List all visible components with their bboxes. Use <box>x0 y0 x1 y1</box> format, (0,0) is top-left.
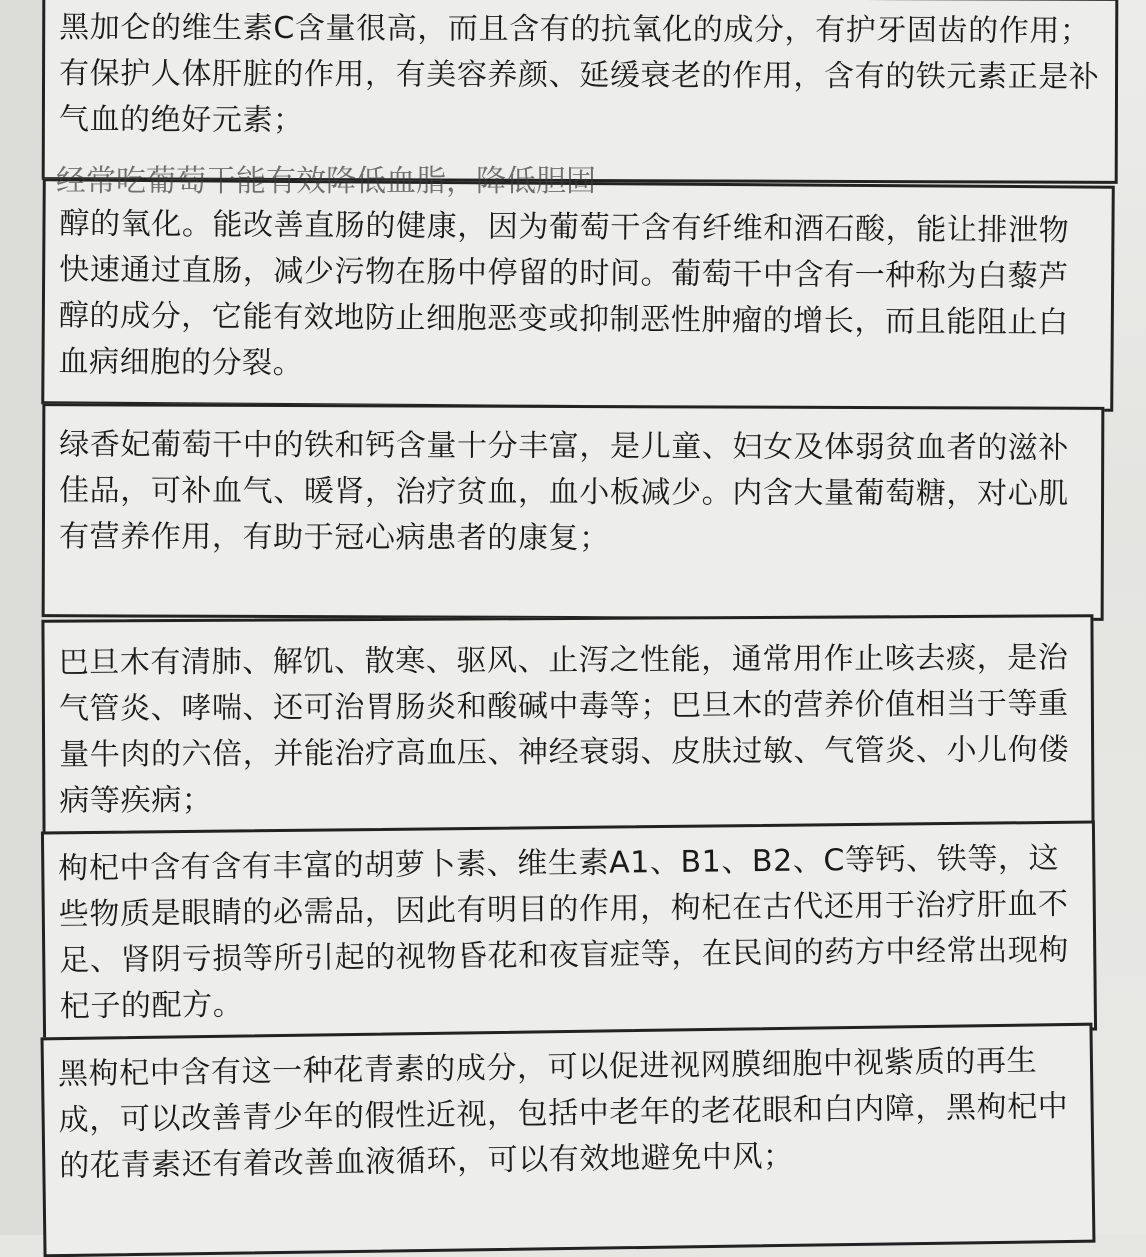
text-block-badam <box>41 614 1094 840</box>
goji-text: 枸杞中含有含有丰富的胡萝卜素、维生素A1、B1、B2、C等钙、铁等，这些物质是眼睛的必需品，因此有明目的作用，枸杞在古代还用于治疗肝血不足、肾阴亏损等所引起的视物昏花和夜盲症等，在民间的药方中经常出现枸杞子的配方。 <box>58 840 1070 1025</box>
raisin-text: 醇的氧化。能改善直肠的健康，因为葡萄干含有纤维和酒石酸，能让排泄物快速通过直肠，减少污物在肠中停留的时间。葡萄干中含有一种称为白藜芦醇的成分，它能有效地防止细胞恶变或抑制恶性肿瘤的增长，而且能阻止白血病细胞的分裂。 <box>58 206 1070 382</box>
black-goji-text: 黑枸杞中含有这一种花青素的成分，可以促进视网膜细胞中视紫质的再生成，可以改善青少年的假性近视，包括中老年的老花眼和白内障，黑枸杞中的花青素还有着改善血液循环，可以有效地避免中风； <box>57 1043 1069 1185</box>
cut-off-text-line <box>56 164 1096 200</box>
text-block-green-raisin <box>42 403 1105 621</box>
left-margin-strip <box>0 0 44 1235</box>
text-block-black-goji <box>41 1023 1096 1257</box>
text-block-goji <box>41 820 1097 1041</box>
blackcurrant-text: 黑加仑的维生素C含量很高，而且含有的抗氧化的成分，有护牙固齿的作用；有保护人体肝脏的作用，有美容养颜、延缓衰老的作用，含有的铁元素正是补气血的绝好元素； <box>58 10 1100 139</box>
green-raisin-text: 绿香妃葡萄干中的铁和钙含量十分丰富，是儿童、妇女及体弱贫血者的滋补佳品，可补血气、暖肾，治疗贫血，血小板减少。内含大量葡萄糖，对心肌有营养作用，有助于冠心病患者的康复； <box>58 427 1070 557</box>
text-block-blackcurrant <box>42 0 1119 184</box>
badam-text: 巴旦木有清肺、解饥、散寒、驱风、止泻之性能，通常用作止咳去痰，是治气管炎、哮喘、还可治胃肠炎和酸碱中毒等；巴旦木的营养价值相当于等重量牛肉的六倍，并能治疗高血压、神经衰弱、皮肤过敏、气管炎、小儿佝偻病等疾病； <box>58 640 1070 819</box>
cut-off-text: 经常吃葡萄干能有效降低血脂，降低胆固 <box>56 164 596 199</box>
text-block-raisin <box>41 178 1115 411</box>
